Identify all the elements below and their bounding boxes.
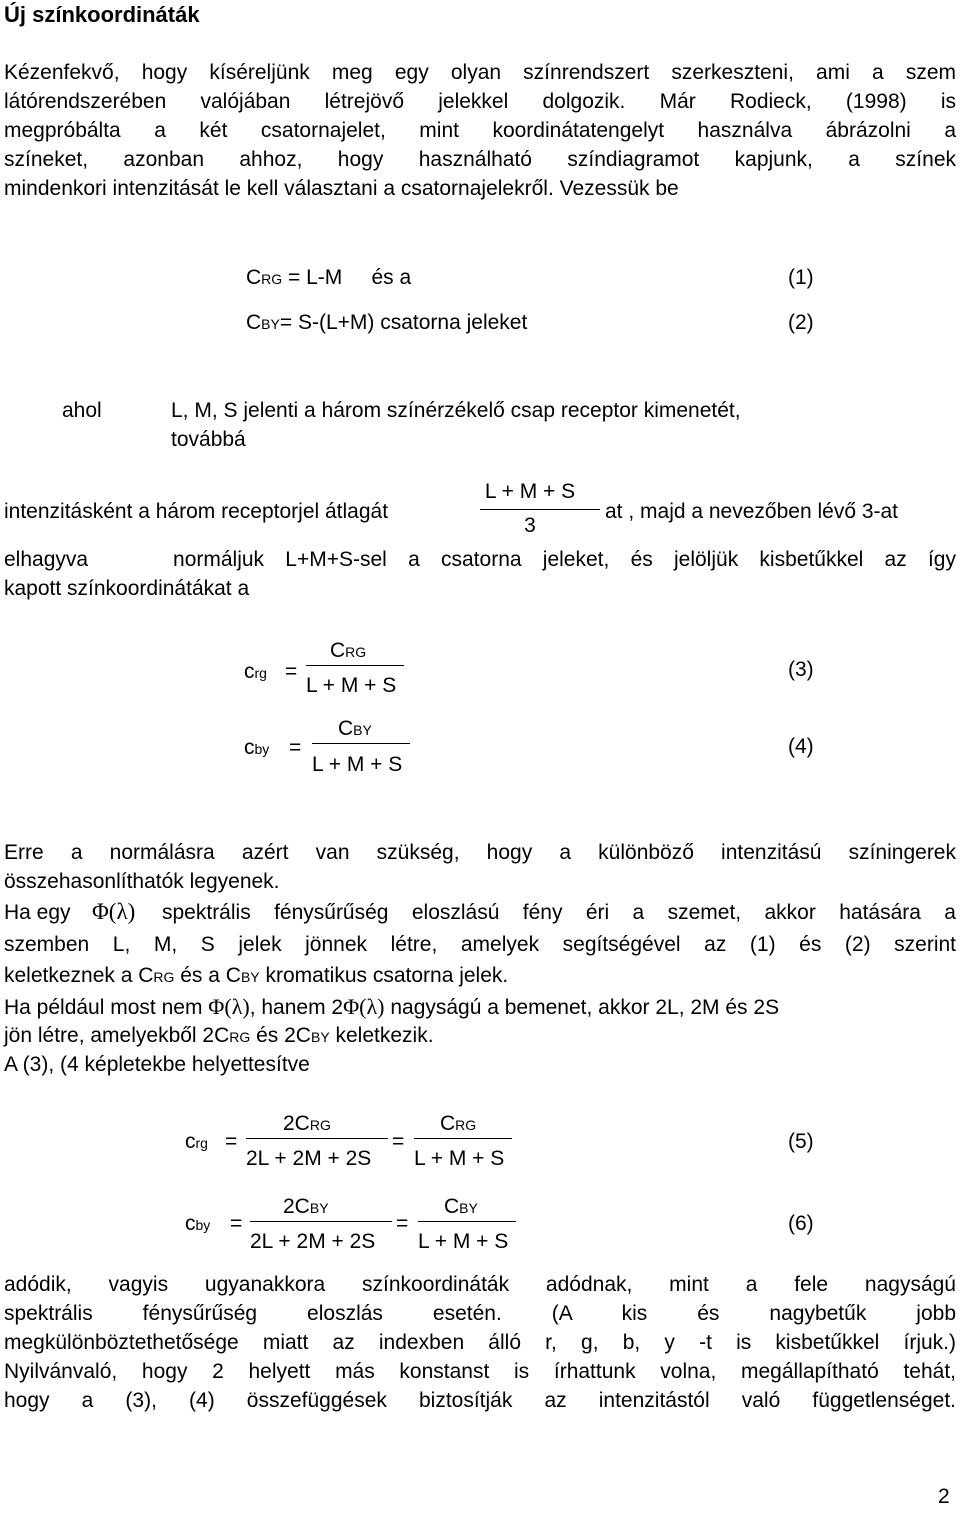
equals-sign: = <box>392 1130 405 1153</box>
denominator: L + M + S <box>312 753 403 776</box>
fraction-bar <box>480 509 600 510</box>
equals-sign: = <box>225 1130 238 1153</box>
numerator: CBY <box>444 1195 478 1218</box>
intensity-text: intenzitásként a három receptorjel átlagát <box>4 500 389 523</box>
equals-sign: = <box>289 736 302 759</box>
text-line: összehasonlíthatók legyenek. <box>4 870 280 893</box>
fraction-numerator: L + M + S <box>484 480 576 503</box>
text-line: A (3), (4 képletekbe helyettesítve <box>4 1053 310 1076</box>
equation-text: = S-(L+M) csatorna jeleket <box>279 311 528 334</box>
ahol-text-line: továbbá <box>171 428 246 451</box>
fraction-bar <box>306 665 404 666</box>
ahol-label: ahol <box>62 399 102 422</box>
denominator: 2L + 2M + 2S <box>250 1230 376 1253</box>
numerator: 2CBY <box>283 1195 329 1218</box>
subscript: BY <box>261 316 280 332</box>
denominator: L + M + S <box>414 1147 505 1170</box>
equation-6-number: (6) <box>788 1212 814 1235</box>
text-line: Nyilvánvaló, hogy 2 helyett más konstanst is írhattunk volna, megállapítható tehát, <box>4 1360 956 1383</box>
text-line: szemben L, M, S jelek jönnek létre, amelyek segítségével az (1) és (2) szerint <box>4 933 956 956</box>
page-title: Új színkoordináták <box>4 2 200 27</box>
text-line: látórendszerében valójában létrejövő jelekkel dolgozik. Már Rodieck, (1998) is <box>4 90 956 113</box>
intensity-text: at , majd a nevezőben lévő 3-at <box>605 500 899 523</box>
ahol-text-line: L, M, S jelenti a három színérzékelő csap receptor kimenetét, <box>171 399 741 422</box>
equation-2: CBY= S-(L+M) csatorna jeleket <box>246 311 528 334</box>
fraction-bar <box>250 1221 392 1222</box>
text-line: Ha például most nem Φ(λ), hanem 2Φ(λ) nagyságú a bemenet, akkor 2L, 2M és 2S <box>4 994 780 1019</box>
text-line: elhagyva normáljuk L+M+S-sel a csatorna jeleket, és jelöljük kisbetűkkel az így <box>4 548 956 571</box>
equation-1: CRG = L-M és a <box>246 266 412 289</box>
lhs: cby <box>244 736 270 759</box>
denominator: L + M + S <box>306 674 397 697</box>
text-line: Ha egy <box>4 901 71 924</box>
phi-lambda-symbol: Φ(λ) <box>92 899 136 924</box>
text-line: spektrális fénysűrűség eloszlás esetén. (A kis és nagybetűk jobb <box>4 1302 956 1325</box>
fraction-bar <box>312 743 410 744</box>
denominator: L + M + S <box>418 1230 509 1253</box>
page-number: 2 <box>938 1485 950 1508</box>
equals-sign: = <box>396 1212 409 1235</box>
text-line: megpróbálta a két csatornajelet, mint koordinátatengelyt használva ábrázolni a <box>4 119 956 142</box>
equation-1-number: (1) <box>788 266 814 289</box>
equation-text: = L-M és a <box>282 266 412 289</box>
phi-lambda-symbol: Φ(λ) <box>343 994 385 1019</box>
text-line: színeket, azonban ahhoz, hogy használható színdiagramot kapjunk, a színek <box>4 148 956 171</box>
lhs: cby <box>185 1212 211 1235</box>
denominator: 2L + 2M + 2S <box>246 1147 372 1170</box>
subscript: RG <box>261 271 283 287</box>
equals-sign: = <box>285 660 298 683</box>
numerator: CBY <box>338 717 372 740</box>
text-line: Erre a normálásra azért van szükség, hogy a különböző intenzitású színingerek <box>4 841 956 864</box>
equation-3-number: (3) <box>788 658 814 681</box>
equation-4-number: (4) <box>788 735 814 758</box>
equation-2-number: (2) <box>788 311 814 334</box>
fraction-bar <box>246 1138 388 1139</box>
text-line: megkülönböztethetősége miatt az indexben álló r, g, b, y -t is kisbetűkkel írjuk.) <box>4 1331 956 1354</box>
phi-lambda-symbol: Φ(λ) <box>208 994 250 1019</box>
text-line: kapott színkoordinátákat a <box>4 577 250 600</box>
numerator: CRG <box>440 1112 477 1135</box>
equation-5-number: (5) <box>788 1130 814 1153</box>
text-line: Kézenfekvő, hogy kíséreljünk meg egy olyan színrendszert szerkeszteni, ami a szem <box>4 61 956 84</box>
text-line: spektrális fénysűrűség eloszlású fény éri a szemet, akkor hatására a <box>162 901 956 924</box>
text-line: hogy a (3), (4) összefüggések biztosítják az intenzitástól való függetlenséget. <box>4 1389 956 1412</box>
text-line: jön létre, amelyekből 2CRG és 2CBY keletkezik. <box>4 1024 434 1047</box>
text-line: keletkeznek a CRG és a CBY kromatikus csatorna jelek. <box>4 964 509 987</box>
text-line: adódik, vagyis ugyanakkora színkoordináták adódnak, mint a fele nagyságú <box>4 1273 956 1296</box>
fraction-bar <box>418 1221 516 1222</box>
lhs: crg <box>185 1130 208 1153</box>
equals-sign: = <box>230 1212 243 1235</box>
fraction-bar <box>414 1138 512 1139</box>
numerator: 2CRG <box>283 1112 331 1135</box>
text-line: mindenkori intenzitását le kell választani a csatornajelekről. Vezessük be <box>4 177 679 200</box>
numerator: CRG <box>330 639 367 662</box>
lhs: crg <box>244 660 267 683</box>
fraction-denominator: 3 <box>524 514 536 537</box>
